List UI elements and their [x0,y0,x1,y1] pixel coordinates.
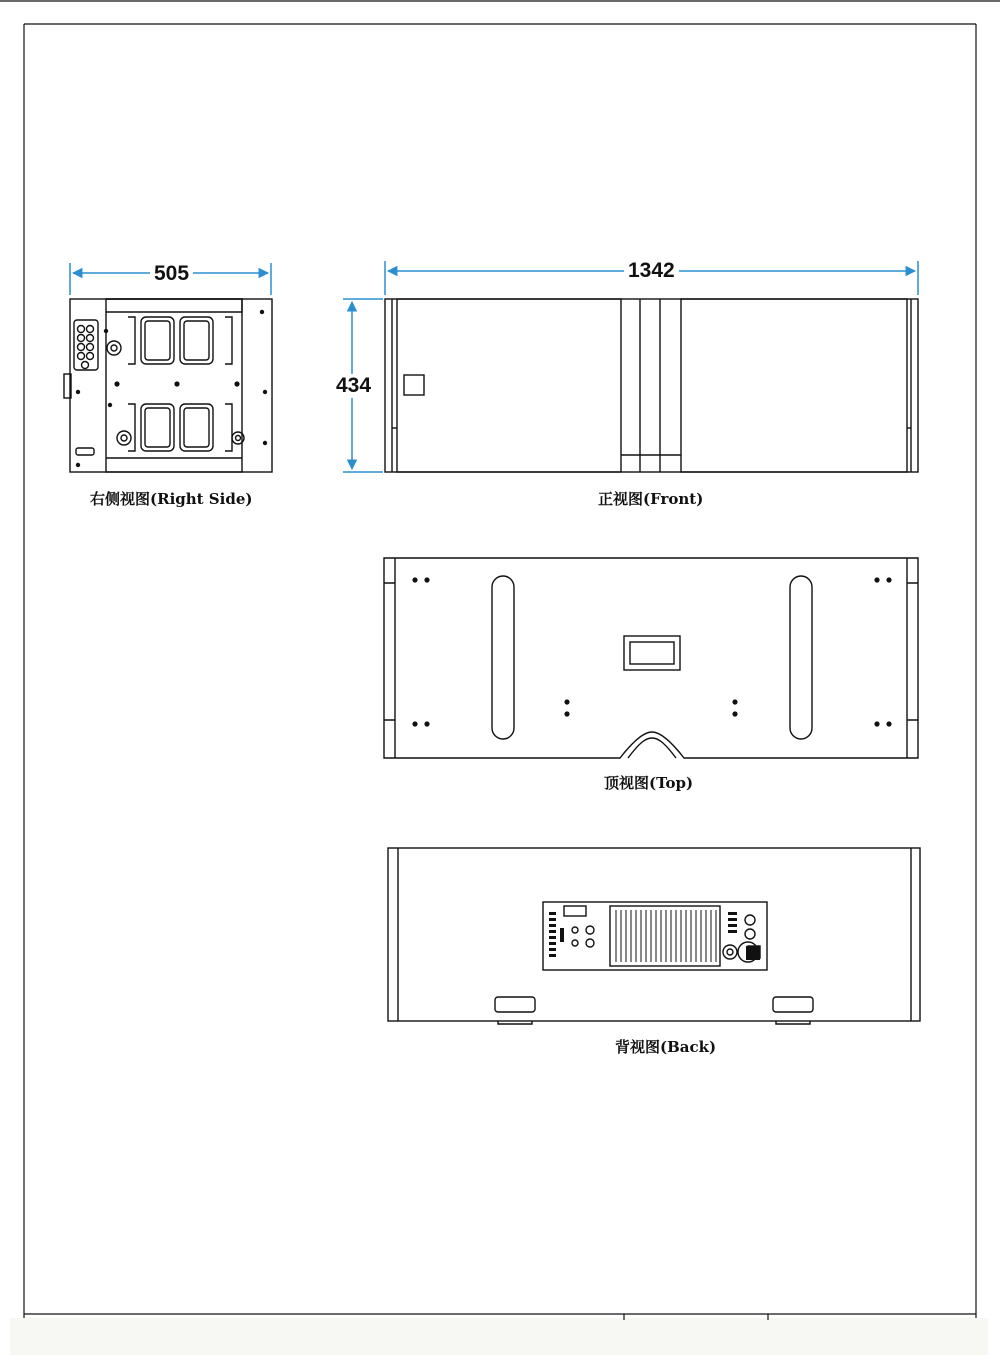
dimension-label-width-side: 505 [150,262,193,286]
dimension-label-width-front: 1342 [624,259,679,283]
top-view [384,558,918,758]
caption-top-view: 顶视图(Top) [604,774,694,792]
caption-front-view: 正视图(Front) [598,490,704,508]
dimension-label-height: 434 [332,374,375,398]
back-view [388,848,920,1024]
top-view-bolts [412,577,891,726]
back-vents [549,912,760,960]
back-heatsink-fins [616,910,716,962]
right-side-view [64,299,272,472]
page-frame [0,1,1000,1320]
caption-right-side-view: 右侧视图(Right Side) [90,490,253,508]
front-view [385,299,918,472]
caption-back-view: 背视图(Back) [615,1038,717,1056]
